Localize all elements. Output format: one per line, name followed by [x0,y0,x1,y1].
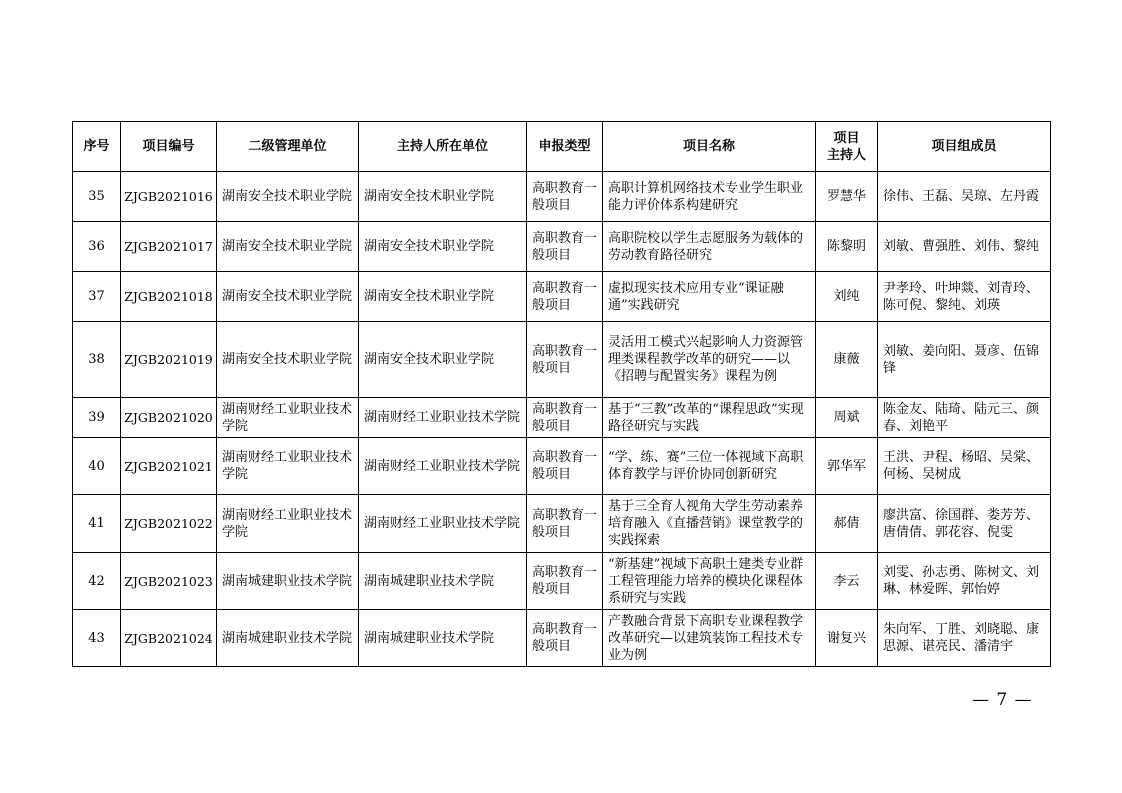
cell-project-name: 基于三全育人视角大学生劳动素养培育融入《直播营销》课堂教学的实践探索 [603,495,816,553]
header-unit: 二级管理单位 [217,122,359,172]
cell-unit: 湖南安全技术职业学院 [217,272,359,322]
cell-type: 高职教育一般项目 [527,272,603,322]
header-leader-line1: 项目 [833,130,860,146]
header-seq: 序号 [73,122,121,172]
table-row [73,272,1051,322]
cell-seq: 37 [73,272,121,322]
cell-unit: 湖南城建职业技术学院 [217,553,359,610]
cell-type: 高职教育一般项目 [527,222,603,272]
cell-code: ZJGB2021024 [121,610,217,667]
cell-unit: 湖南财经工业职业技术学院 [217,398,359,438]
cell-host-unit: 湖南财经工业职业技术学院 [359,398,527,438]
cell-seq: 42 [73,553,121,610]
cell-project-name: 高职计算机网络技术专业学生职业能力评价体系构建研究 [603,172,816,222]
cell-leader: 康薇 [816,322,878,398]
header-type: 申报类型 [527,122,603,172]
cell-host-unit: 湖南安全技术职业学院 [359,322,527,398]
cell-unit: 湖南城建职业技术学院 [217,610,359,667]
cell-leader: 周斌 [816,398,878,438]
cell-code: ZJGB2021016 [121,172,217,222]
cell-leader: 李云 [816,553,878,610]
header-host-unit: 主持人所在单位 [359,122,527,172]
cell-members: 王洪、尹程、杨昭、吴棠、何杨、吴树成 [878,438,1051,495]
cell-code: ZJGB2021020 [121,398,217,438]
cell-members: 朱向军、丁胜、刘晓聪、康思源、谌亮民、潘清宇 [878,610,1051,667]
cell-project-name: “学、练、赛”三位一体视域下高职体育教学与评价协同创新研究 [603,438,816,495]
cell-unit: 湖南财经工业职业技术学院 [217,495,359,553]
table-row [73,398,1051,438]
header-code: 项目编号 [121,122,217,172]
cell-leader: 谢复兴 [816,610,878,667]
table-row [73,172,1051,222]
cell-project-name: 虚拟现实技术应用专业“课证融通”实践研究 [603,272,816,322]
cell-type: 高职教育一般项目 [527,553,603,610]
cell-members: 廖洪富、徐国群、娄芳芳、唐倩倩、郭花容、倪雯 [878,495,1051,553]
cell-seq: 36 [73,222,121,272]
cell-code: ZJGB2021018 [121,272,217,322]
cell-project-name: “新基建”视域下高职土建类专业群工程管理能力培养的模块化课程体系研究与实践 [603,553,816,610]
cell-type: 高职教育一般项目 [527,322,603,398]
cell-members: 徐伟、王磊、吴琼、左丹霞 [878,172,1051,222]
cell-project-name: 高职院校以学生志愿服务为载体的劳动教育路径研究 [603,222,816,272]
cell-leader: 郭华军 [816,438,878,495]
header-leader [816,122,878,172]
cell-unit: 湖南安全技术职业学院 [217,322,359,398]
header-name: 项目名称 [603,122,816,172]
cell-type: 高职教育一般项目 [527,398,603,438]
cell-project-name: 产教融合背景下高职专业课程教学改革研究—以建筑装饰工程技术专业为例 [603,610,816,667]
header-leader-line2: 主持人 [826,147,866,163]
cell-type: 高职教育一般项目 [527,438,603,495]
cell-unit: 湖南安全技术职业学院 [217,172,359,222]
cell-code: ZJGB2021023 [121,553,217,610]
cell-seq: 41 [73,495,121,553]
project-table [72,121,1051,667]
cell-members: 尹孝玲、叶坤燚、刘青玲、陈可倪、黎纯、刘瑛 [878,272,1051,322]
header-members: 项目组成员 [878,122,1051,172]
cell-leader: 郝倩 [816,495,878,553]
cell-members: 刘敏、姜向阳、聂彦、伍锦锋 [878,322,1051,398]
cell-members: 刘雯、孙志勇、陈树文、刘琳、林爱晖、郭怡婷 [878,553,1051,610]
cell-leader: 陈黎明 [816,222,878,272]
cell-type: 高职教育一般项目 [527,610,603,667]
cell-host-unit: 湖南城建职业技术学院 [359,553,527,610]
table-row [73,610,1051,667]
cell-type: 高职教育一般项目 [527,172,603,222]
cell-seq: 35 [73,172,121,222]
cell-unit: 湖南财经工业职业技术学院 [217,438,359,495]
cell-seq: 43 [73,610,121,667]
table-row [73,553,1051,610]
cell-members: 刘敏、曹强胜、刘伟、黎纯 [878,222,1051,272]
table-row [73,495,1051,553]
cell-leader: 刘纯 [816,272,878,322]
cell-host-unit: 湖南安全技术职业学院 [359,222,527,272]
cell-members: 陈金友、陆琦、陆元三、颜春、刘艳平 [878,398,1051,438]
page-number: — 7 — [972,690,1033,710]
cell-project-name: 灵活用工模式兴起影响人力资源管理类课程教学改革的研究——以《招聘与配置实务》课程为例 [603,322,816,398]
cell-project-name: 基于“三教”改革的“课程思政”实现路径研究与实践 [603,398,816,438]
cell-type: 高职教育一般项目 [527,495,603,553]
cell-code: ZJGB2021017 [121,222,217,272]
cell-code: ZJGB2021022 [121,495,217,553]
table-row [73,222,1051,272]
table-header-row [73,122,1051,172]
cell-code: ZJGB2021019 [121,322,217,398]
table-row [73,438,1051,495]
cell-host-unit: 湖南安全技术职业学院 [359,272,527,322]
table-row [73,322,1051,398]
cell-seq: 38 [73,322,121,398]
cell-host-unit: 湖南安全技术职业学院 [359,172,527,222]
cell-unit: 湖南安全技术职业学院 [217,222,359,272]
cell-code: ZJGB2021021 [121,438,217,495]
cell-host-unit: 湖南财经工业职业技术学院 [359,495,527,553]
cell-leader: 罗慧华 [816,172,878,222]
cell-seq: 39 [73,398,121,438]
cell-seq: 40 [73,438,121,495]
cell-host-unit: 湖南财经工业职业技术学院 [359,438,527,495]
cell-host-unit: 湖南城建职业技术学院 [359,610,527,667]
